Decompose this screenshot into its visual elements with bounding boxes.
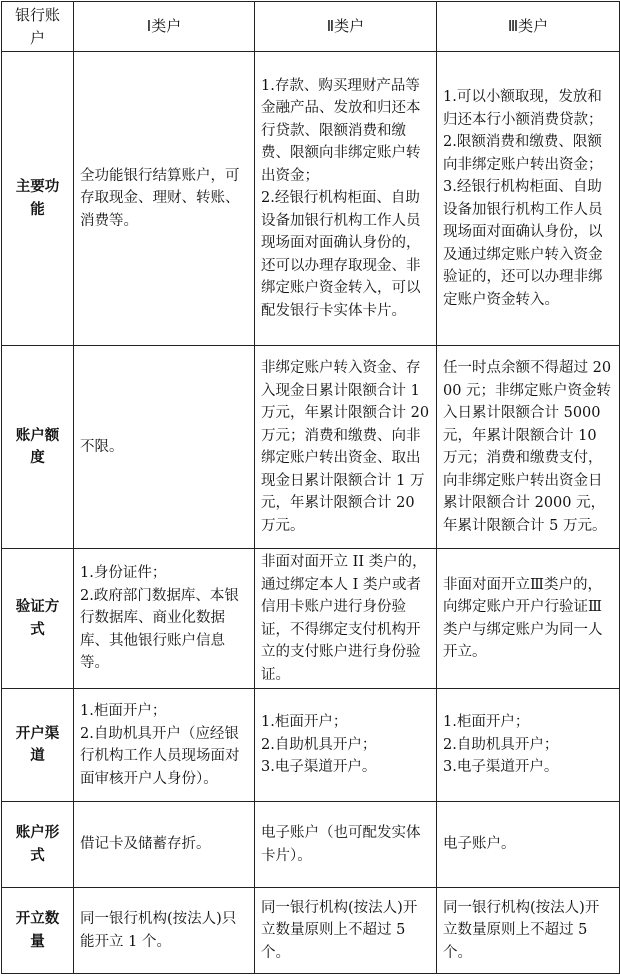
cell-class-3 bbox=[437, 802, 620, 888]
cell-class-1 bbox=[74, 689, 255, 802]
cell-text: 非绑定账户转入资金、存入现金日累计限额合计 1 万元，年累计限额合计 20 万元；消费和缴费、向非绑定账户转出资金、取出现金日累计限额合计 1 万元，年累计限额合计 20 万元。 bbox=[261, 360, 430, 534]
cell-text: 全功能银行结算账户，可存取现金、理财、转账、消费等。 bbox=[80, 167, 240, 229]
cell-text: 任一时点余额不得超过 2000 元；非绑定账户资金转入日累计限额合计 5000 元，年累计限额合计 10 万元；消费和缴费支付，向非绑定账户转出资金日累计限额合计 2000 元，年累计限额合计 5 万元。 bbox=[443, 360, 612, 534]
cell-text: 非面对面开立Ⅲ类户的，向绑定账户开户行验证Ⅲ类户与绑定账户为同一人开立。 bbox=[443, 576, 603, 660]
cell-text: 2.经银行机构柜面、自助设备加银行机构工作人员现场面对面确认身份的，还可以办理存取现金、非绑定账户资金转入，可以配发银行卡实体卡片。 bbox=[261, 190, 421, 319]
cell-class-3 bbox=[437, 689, 620, 802]
cell-class-1 bbox=[74, 888, 255, 974]
header-class-1: Ⅰ类户 bbox=[74, 2, 255, 52]
cell-class-3 bbox=[437, 52, 620, 346]
row-label: 验证方式 bbox=[2, 549, 74, 689]
cell-class-1 bbox=[74, 802, 255, 888]
cell-text: 1.身份证件； bbox=[80, 565, 167, 582]
cell-text: 2.自助机具开户； bbox=[261, 736, 377, 753]
table-row-account-form bbox=[2, 802, 620, 888]
cell-class-2 bbox=[255, 802, 437, 888]
row-label: 开立数量 bbox=[2, 888, 74, 974]
cell-class-1 bbox=[74, 52, 255, 346]
cell-text: 1.可以小额取现，发放和归还本行小额消费贷款； bbox=[443, 89, 603, 128]
cell-class-1 bbox=[74, 549, 255, 689]
row-label: 账户额度 bbox=[2, 346, 74, 549]
header-class-3: Ⅲ类户 bbox=[437, 2, 620, 52]
cell-text: 同一银行机构(按法人)开立数量原则上不超过 5 个。 bbox=[443, 899, 600, 961]
cell-text: 电子账户（也可配发实体卡片）。 bbox=[261, 825, 421, 864]
table-row-account-count bbox=[2, 888, 620, 974]
table-row-verification bbox=[2, 549, 620, 689]
header-row bbox=[2, 2, 620, 52]
cell-class-3 bbox=[437, 549, 620, 689]
table-row-account-limit bbox=[2, 346, 620, 549]
cell-class-2 bbox=[255, 888, 437, 974]
header-class-2: Ⅱ类户 bbox=[255, 2, 437, 52]
cell-text: 不限。 bbox=[80, 438, 124, 455]
cell-class-2 bbox=[255, 52, 437, 346]
cell-text: 电子账户。 bbox=[443, 836, 516, 853]
cell-text: 借记卡及储蓄存折。 bbox=[80, 836, 211, 853]
cell-class-3 bbox=[437, 346, 620, 549]
cell-class-3 bbox=[437, 888, 620, 974]
row-label: 主要功能 bbox=[2, 52, 74, 346]
cell-text: 3.电子渠道开户。 bbox=[443, 759, 559, 776]
cell-class-2 bbox=[255, 689, 437, 802]
cell-text: 3.经银行机构柜面、自助设备加银行机构工作人员现场面对面确认身份，以及通过绑定账户转入资金验证的，还可以办理非绑定账户资金转入。 bbox=[443, 179, 603, 308]
cell-text: 2.自助机具开户； bbox=[443, 736, 559, 753]
header-account-type: 银行账户 bbox=[2, 2, 74, 52]
cell-class-2 bbox=[255, 346, 437, 549]
cell-text: 同一银行机构(按法人)开立数量原则上不超过 5 个。 bbox=[261, 899, 418, 961]
cell-text: 2.限额消费和缴费、限额向非绑定账户转出资金； bbox=[443, 134, 603, 173]
row-label: 开户渠道 bbox=[2, 689, 74, 802]
cell-class-2 bbox=[255, 549, 437, 689]
cell-text: 1.存款、购买理财产品等金融产品、发放和归还本行贷款、限额消费和缴费、限额向非绑定账户转出资金； bbox=[261, 77, 421, 184]
cell-text: 2.自助机具开户（应经银行机构工作人员现场面对面审核开户人身份）。 bbox=[80, 725, 240, 787]
table-row-channels bbox=[2, 689, 620, 802]
cell-text: 同一银行机构(按法人)只能开立 1 个。 bbox=[80, 911, 237, 950]
account-comparison-table bbox=[1, 1, 620, 974]
cell-text: 1.柜面开户； bbox=[80, 703, 167, 719]
table-row-main-functions bbox=[2, 52, 620, 346]
cell-class-1 bbox=[74, 346, 255, 549]
cell-text: 1.柜面开户； bbox=[443, 714, 530, 731]
row-label: 账户形式 bbox=[2, 802, 74, 888]
cell-text: 2.政府部门数据库、本银行数据库、商业化数据库、其他银行账户信息等。 bbox=[80, 587, 239, 672]
cell-text: 非面对面开立 II 类户的，通过绑定本人 I 类户或者信用卡账户进行身份验证，不得绑定支付机构开立的支付账户进行身份验证。 bbox=[261, 554, 427, 683]
cell-text: 3.电子渠道开户。 bbox=[261, 759, 377, 776]
cell-text: 1.柜面开户； bbox=[261, 714, 348, 731]
